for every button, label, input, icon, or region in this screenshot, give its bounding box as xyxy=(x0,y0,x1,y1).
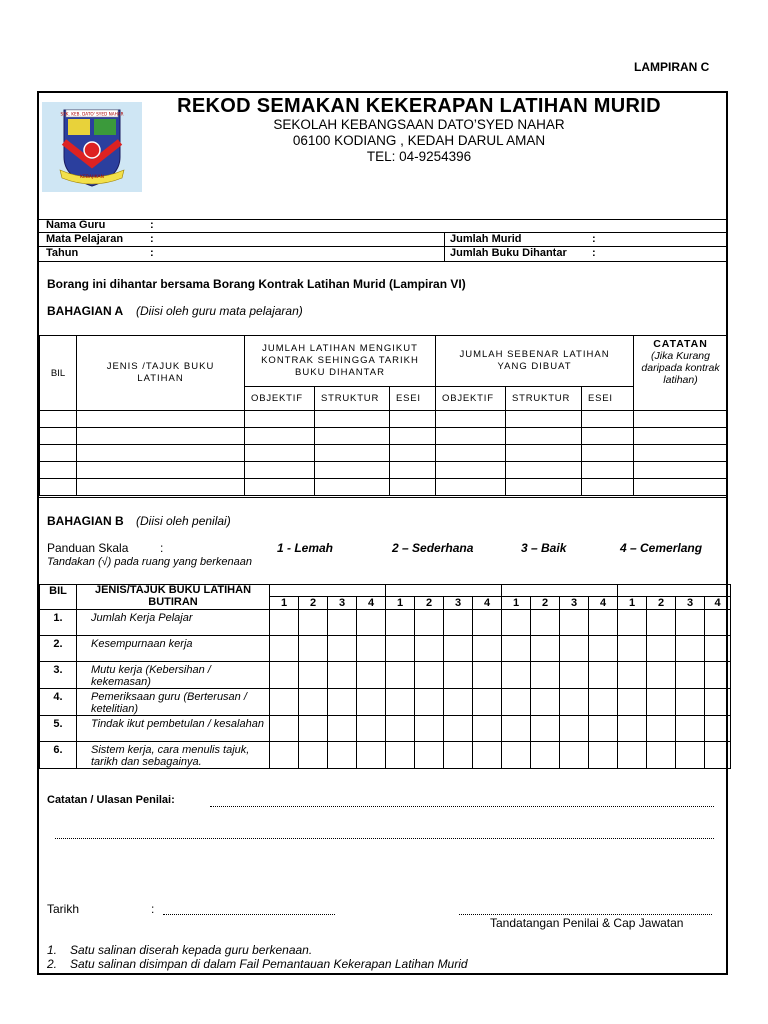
table-cell[interactable] xyxy=(634,428,728,445)
rating-cell[interactable] xyxy=(386,742,415,769)
book-group-header[interactable] xyxy=(270,585,386,597)
sub-objektif: OBJEKTIF xyxy=(436,387,506,411)
rating-cell[interactable] xyxy=(270,716,299,742)
mata-pelajaran-field[interactable] xyxy=(162,234,442,245)
tahun-colon: : xyxy=(150,247,154,259)
rating-cell[interactable] xyxy=(357,662,386,689)
table-cell[interactable] xyxy=(390,428,436,445)
rating-cell[interactable] xyxy=(502,742,531,769)
col-sebenar-header: JUMLAH SEBENAR LATIHAN YANG DIBUAT xyxy=(436,336,634,387)
rating-cell[interactable] xyxy=(589,689,618,716)
rating-cell[interactable] xyxy=(705,662,731,689)
rating-cell[interactable] xyxy=(386,716,415,742)
col-jenis-header: JENIS /TAJUK BUKU LATIHAN xyxy=(77,336,245,411)
table-cell[interactable] xyxy=(315,411,390,428)
rating-cell[interactable] xyxy=(502,610,531,636)
rating-header: 2 xyxy=(415,597,444,610)
rating-cell[interactable] xyxy=(328,662,357,689)
rating-cell[interactable] xyxy=(270,662,299,689)
table-cell[interactable] xyxy=(436,411,506,428)
rating-cell[interactable] xyxy=(473,689,502,716)
school-name: SEKOLAH KEBANGSAAN DATO’SYED NAHAR xyxy=(273,117,565,132)
rating-cell[interactable] xyxy=(647,716,676,742)
rating-cell[interactable] xyxy=(328,742,357,769)
table-cell[interactable] xyxy=(390,462,436,479)
table-row xyxy=(40,689,731,716)
form-title: REKOD SEMAKAN KEKERAPAN LATIHAN MURID xyxy=(177,95,661,117)
rating-header: 1 xyxy=(618,597,647,610)
footnote-text: Satu salinan diserah kepada guru berkenaan. xyxy=(70,943,313,957)
rule-line xyxy=(444,232,445,261)
rating-cell[interactable] xyxy=(589,636,618,662)
table-cell[interactable] xyxy=(582,479,634,496)
book-group-header[interactable] xyxy=(618,585,731,597)
table-cell[interactable] xyxy=(634,462,728,479)
book-group-header[interactable] xyxy=(386,585,502,597)
table-row xyxy=(40,742,731,769)
rating-cell[interactable] xyxy=(618,610,647,636)
table-cell[interactable] xyxy=(40,462,77,479)
rating-cell[interactable] xyxy=(531,610,560,636)
tarikh-field[interactable] xyxy=(163,914,335,915)
table-row xyxy=(40,610,731,636)
footnote-number: 1. xyxy=(47,943,58,957)
book-group-header[interactable] xyxy=(502,585,618,597)
rating-cell[interactable] xyxy=(299,742,328,769)
rating-cell[interactable] xyxy=(299,689,328,716)
rating-cell[interactable] xyxy=(357,610,386,636)
table-cell[interactable] xyxy=(506,445,582,462)
item-text: Tindak ikut pembetulan / kesalahan xyxy=(77,716,270,742)
table-cell[interactable] xyxy=(315,479,390,496)
b-col-jenis-header: JENIS/TAJUK BUKU LATIHAN xyxy=(77,585,270,597)
rating-cell[interactable] xyxy=(444,610,473,636)
table-cell[interactable] xyxy=(40,411,77,428)
item-text: Sistem kerja, cara menulis tajuk, tarikh dan sebagainya. xyxy=(77,742,270,769)
table-row xyxy=(40,462,728,479)
rating-cell[interactable] xyxy=(647,610,676,636)
rating-cell[interactable] xyxy=(502,662,531,689)
item-number: 6. xyxy=(40,742,77,769)
rating-cell[interactable] xyxy=(705,636,731,662)
sub-objektif: OBJEKTIF xyxy=(245,387,315,411)
table-cell[interactable] xyxy=(634,411,728,428)
scale-3: 3 – Baik xyxy=(521,541,567,555)
jumlah-murid-label: Jumlah Murid xyxy=(450,233,522,245)
rating-header: 3 xyxy=(676,597,705,610)
school-address: 06100 KODIANG , KEDAH DARUL AMAN xyxy=(292,133,546,148)
rating-cell[interactable] xyxy=(415,636,444,662)
rating-cell[interactable] xyxy=(676,742,705,769)
rating-cell[interactable] xyxy=(415,610,444,636)
rating-cell[interactable] xyxy=(386,689,415,716)
table-cell[interactable] xyxy=(40,428,77,445)
rating-cell[interactable] xyxy=(299,610,328,636)
panduan-colon: : xyxy=(160,541,164,555)
rating-cell[interactable] xyxy=(618,716,647,742)
rating-cell[interactable] xyxy=(589,716,618,742)
rating-cell[interactable] xyxy=(560,689,589,716)
rating-cell[interactable] xyxy=(531,716,560,742)
rating-cell[interactable] xyxy=(444,716,473,742)
rating-cell[interactable] xyxy=(299,716,328,742)
lampiran-label: LAMPIRAN C xyxy=(634,60,710,74)
rating-header: 2 xyxy=(531,597,560,610)
mata-pelajaran-label: Mata Pelajaran xyxy=(46,233,124,245)
sub-struktur: STRUKTUR xyxy=(506,387,582,411)
table-cell[interactable] xyxy=(436,462,506,479)
section-a-title: BAHAGIAN A xyxy=(47,304,124,318)
table-cell[interactable] xyxy=(245,411,315,428)
rating-cell[interactable] xyxy=(299,662,328,689)
table-cell[interactable] xyxy=(390,479,436,496)
rating-cell[interactable] xyxy=(415,742,444,769)
footnote-text: Satu salinan disimpan di dalam Fail Pemantauan Kekerapan Latihan Murid xyxy=(70,957,468,971)
rating-cell[interactable] xyxy=(473,662,502,689)
table-cell[interactable] xyxy=(506,479,582,496)
rating-cell[interactable] xyxy=(618,662,647,689)
rating-cell[interactable] xyxy=(676,689,705,716)
table-cell[interactable] xyxy=(582,411,634,428)
rating-cell[interactable] xyxy=(357,689,386,716)
table-cell[interactable] xyxy=(436,479,506,496)
table-cell[interactable] xyxy=(245,479,315,496)
jumlah-buku-field[interactable] xyxy=(604,248,724,259)
table-cell[interactable] xyxy=(40,445,77,462)
signature-label: Tandatangan Penilai & Cap Jawatan xyxy=(490,916,684,930)
tandakan-instruction: Tandakan (√) pada ruang yang berkenaan xyxy=(47,556,253,568)
rating-header: 2 xyxy=(647,597,676,610)
rating-cell[interactable] xyxy=(705,610,731,636)
rating-cell[interactable] xyxy=(531,689,560,716)
rating-cell[interactable] xyxy=(386,662,415,689)
rating-cell[interactable] xyxy=(415,689,444,716)
scale-4: 4 – Cemerlang xyxy=(620,541,703,555)
rating-cell[interactable] xyxy=(560,662,589,689)
logo-banner-text: SEK. KEB. DATO' SYED NAHAR xyxy=(60,111,124,117)
rating-header: 1 xyxy=(386,597,415,610)
table-cell[interactable] xyxy=(315,462,390,479)
rating-header: 3 xyxy=(560,597,589,610)
rating-cell[interactable] xyxy=(531,662,560,689)
rating-cell[interactable] xyxy=(328,610,357,636)
rating-cell[interactable] xyxy=(328,636,357,662)
rating-cell[interactable] xyxy=(357,716,386,742)
rating-cell[interactable] xyxy=(647,662,676,689)
rating-cell[interactable] xyxy=(531,742,560,769)
rating-cell[interactable] xyxy=(676,662,705,689)
table-row xyxy=(40,428,728,445)
table-row xyxy=(40,636,731,662)
table-cell[interactable] xyxy=(582,462,634,479)
rating-cell[interactable] xyxy=(328,689,357,716)
table-cell[interactable] xyxy=(582,428,634,445)
item-number: 3. xyxy=(40,662,77,689)
col-bil-header: BIL xyxy=(40,336,77,411)
rating-cell[interactable] xyxy=(705,689,731,716)
item-number: 2. xyxy=(40,636,77,662)
rating-cell[interactable] xyxy=(676,636,705,662)
table-cell[interactable] xyxy=(315,445,390,462)
table-row xyxy=(40,411,728,428)
sub-struktur: STRUKTUR xyxy=(315,387,390,411)
rating-cell[interactable] xyxy=(473,610,502,636)
item-number: 4. xyxy=(40,689,77,716)
rating-cell[interactable] xyxy=(270,610,299,636)
nama-guru-field[interactable] xyxy=(162,220,722,231)
rating-header: 2 xyxy=(299,597,328,610)
rating-cell[interactable] xyxy=(270,689,299,716)
rating-header: 3 xyxy=(328,597,357,610)
rule-line xyxy=(39,246,727,247)
rating-cell[interactable] xyxy=(560,742,589,769)
table-cell[interactable] xyxy=(390,411,436,428)
rating-cell[interactable] xyxy=(618,636,647,662)
rating-cell[interactable] xyxy=(444,636,473,662)
rating-cell[interactable] xyxy=(502,689,531,716)
item-text: Mutu kerja (Kebersihan / kekemasan) xyxy=(77,662,270,689)
rule-line xyxy=(39,261,727,262)
tahun-field[interactable] xyxy=(162,248,442,259)
rating-cell[interactable] xyxy=(357,636,386,662)
table-cell[interactable] xyxy=(315,428,390,445)
table-cell[interactable] xyxy=(77,462,245,479)
intro-text: Borang ini dihantar bersama Borang Kontrak Latihan Murid (Lampiran VI) xyxy=(47,277,466,291)
section-b-note: (Diisi oleh penilai) xyxy=(136,514,231,528)
sub-esei: ESEI xyxy=(390,387,436,411)
rating-cell[interactable] xyxy=(415,662,444,689)
mata-pelajaran-colon: : xyxy=(150,233,154,245)
rating-cell[interactable] xyxy=(589,662,618,689)
scale-2: 2 – Sederhana xyxy=(392,541,474,555)
jumlah-buku-colon: : xyxy=(592,247,596,259)
table-cell[interactable] xyxy=(77,411,245,428)
table-row xyxy=(40,479,728,496)
nama-guru-label: Nama Guru xyxy=(46,219,106,231)
rating-cell[interactable] xyxy=(270,636,299,662)
rating-cell[interactable] xyxy=(676,716,705,742)
item-text: Kesempurnaan kerja xyxy=(77,636,270,662)
rating-cell[interactable] xyxy=(502,716,531,742)
rating-cell[interactable] xyxy=(647,742,676,769)
rating-cell[interactable] xyxy=(676,610,705,636)
rating-cell[interactable] xyxy=(618,689,647,716)
signature-field[interactable] xyxy=(459,914,712,915)
rating-cell[interactable] xyxy=(589,742,618,769)
table-cell[interactable] xyxy=(77,445,245,462)
rating-header: 1 xyxy=(502,597,531,610)
b-col-bil-header: BIL xyxy=(40,585,77,610)
rating-cell[interactable] xyxy=(531,636,560,662)
table-cell[interactable] xyxy=(245,428,315,445)
rule-line xyxy=(39,232,727,233)
tarikh-colon: : xyxy=(151,902,155,916)
rating-cell[interactable] xyxy=(618,742,647,769)
rating-cell[interactable] xyxy=(386,610,415,636)
table-cell[interactable] xyxy=(436,428,506,445)
table-cell[interactable] xyxy=(245,462,315,479)
section-b-table xyxy=(39,584,731,769)
item-number: 5. xyxy=(40,716,77,742)
rating-cell[interactable] xyxy=(444,662,473,689)
catatan-ulasan-label: Catatan / Ulasan Penilai: xyxy=(47,794,175,806)
table-cell[interactable] xyxy=(77,479,245,496)
school-tel: TEL: 04-9254396 xyxy=(366,149,472,164)
tahun-label: Tahun xyxy=(46,247,79,259)
rating-cell[interactable] xyxy=(415,716,444,742)
rating-cell[interactable] xyxy=(647,636,676,662)
rating-cell[interactable] xyxy=(705,716,731,742)
rating-cell[interactable] xyxy=(299,636,328,662)
rating-cell[interactable] xyxy=(502,636,531,662)
section-a-note: (Diisi oleh guru mata pelajaran) xyxy=(136,304,303,318)
table-cell[interactable] xyxy=(506,428,582,445)
catatan-line-2[interactable] xyxy=(55,838,714,839)
jumlah-buku-label: Jumlah Buku Dihantar xyxy=(450,247,567,259)
panduan-skala-label: Panduan Skala xyxy=(47,541,129,555)
table-cell[interactable] xyxy=(634,445,728,462)
catatan-line-1[interactable] xyxy=(210,806,714,807)
rating-header: 4 xyxy=(473,597,502,610)
rating-cell[interactable] xyxy=(270,742,299,769)
table-cell[interactable] xyxy=(506,411,582,428)
rating-cell[interactable] xyxy=(444,742,473,769)
rating-cell[interactable] xyxy=(473,742,502,769)
catatan-note: (Jika Kurang daripada kontrak latihan) xyxy=(641,350,720,386)
table-row xyxy=(40,662,731,689)
sub-esei: ESEI xyxy=(582,387,634,411)
table-row xyxy=(40,445,728,462)
item-number: 1. xyxy=(40,610,77,636)
jumlah-murid-field[interactable] xyxy=(604,234,724,245)
col-catatan-header xyxy=(634,336,728,411)
rating-cell[interactable] xyxy=(560,610,589,636)
jumlah-murid-colon: : xyxy=(592,233,596,245)
rating-cell[interactable] xyxy=(560,636,589,662)
b-col-butiran-header: BUTIRAN xyxy=(77,597,270,610)
rating-cell[interactable] xyxy=(589,610,618,636)
rating-cell[interactable] xyxy=(473,716,502,742)
footnote-number: 2. xyxy=(47,957,58,971)
rating-cell[interactable] xyxy=(473,636,502,662)
rating-header: 3 xyxy=(444,597,473,610)
table-cell[interactable] xyxy=(506,462,582,479)
table-cell[interactable] xyxy=(390,445,436,462)
section-b-title: BAHAGIAN B xyxy=(47,514,124,528)
table-cell[interactable] xyxy=(40,479,77,496)
tarikh-label: Tarikh xyxy=(47,902,80,916)
rating-cell[interactable] xyxy=(560,716,589,742)
rating-cell[interactable] xyxy=(705,742,731,769)
item-text: Jumlah Kerja Pelajar xyxy=(77,610,270,636)
rating-cell[interactable] xyxy=(328,716,357,742)
table-cell[interactable] xyxy=(634,479,728,496)
catatan-heading: CATATAN xyxy=(653,338,708,350)
rating-cell[interactable] xyxy=(357,742,386,769)
rating-cell[interactable] xyxy=(647,689,676,716)
rating-header: 4 xyxy=(705,597,731,610)
table-row xyxy=(40,716,731,742)
rating-cell[interactable] xyxy=(444,689,473,716)
scale-1: 1 - Lemah xyxy=(277,541,334,555)
section-a-table xyxy=(39,335,728,496)
logo-ribbon-text: KEBAJIKAN xyxy=(80,175,104,180)
rating-header: 4 xyxy=(357,597,386,610)
item-text: Pemeriksaan guru (Berterusan / ketelitian) xyxy=(77,689,270,716)
table-cell[interactable] xyxy=(582,445,634,462)
rating-header: 1 xyxy=(270,597,299,610)
table-cell[interactable] xyxy=(245,445,315,462)
rating-cell[interactable] xyxy=(386,636,415,662)
nama-guru-colon: : xyxy=(150,219,154,231)
table-cell[interactable] xyxy=(77,428,245,445)
rating-header: 4 xyxy=(589,597,618,610)
rule-line xyxy=(39,497,727,498)
table-cell[interactable] xyxy=(436,445,506,462)
col-kontrak-header: JUMLAH LATIHAN MENGIKUT KONTRAK SEHINGGA TARIKH BUKU DIHANTAR xyxy=(245,336,436,387)
